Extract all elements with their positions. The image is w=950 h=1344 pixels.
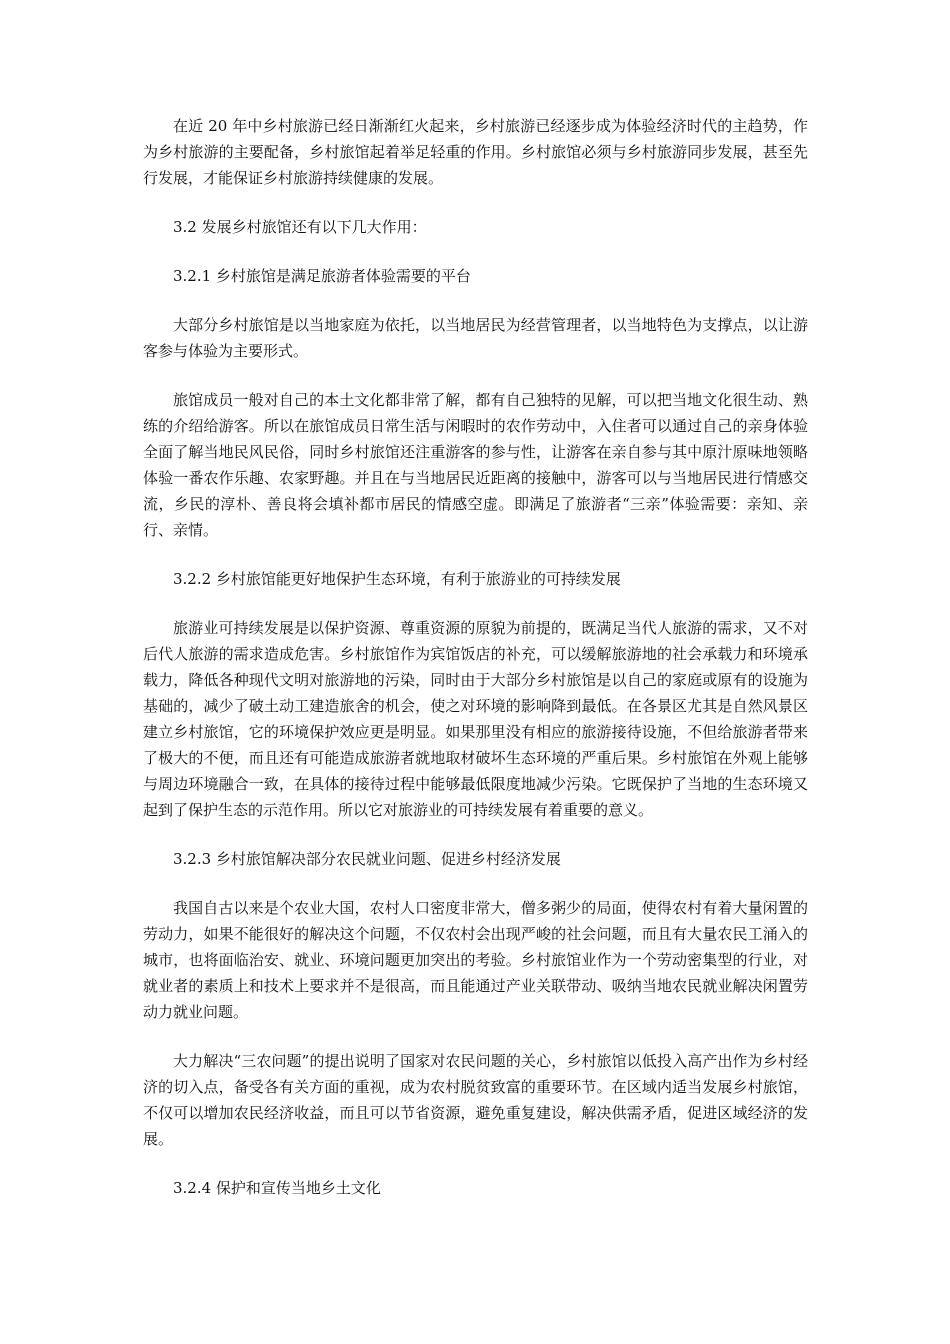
section-heading-3-2: 3.2 发展乡村旅馆还有以下几大作用： (173, 218, 427, 236)
section-heading-3-2-3: 3.2.3 乡村旅馆解决部分农民就业问题、促进乡村经济发展 (173, 850, 561, 868)
section-heading-3-2-1: 3.2.1 乡村旅馆是满足旅游者体验需要的平台 (173, 267, 471, 285)
paragraph-3-2-1-b: 旅馆成员一般对自己的本土文化都非常了解，都有自己独特的见解，可以把当地文化很生动、熟练的介绍给游客。所以在旅馆成员日常生活与闲暇时的农作劳动中，入住者可以通过自己的亲身体验全面了解当地民风民俗，同时乡村旅馆还注重游客的参与性，让游客在亲自参与其中原汁原味地领略体验一番农作乐趣、农家野趣。并且在与当地居民近距离的接触中，游客可以与当地居民进行情感交流，乡民的淳朴、善良将会填补都市居民的情感空虚。即满足了旅游者“三亲”体验需要：亲知、亲行、亲情。 (143, 391, 808, 539)
paragraph-3-2-3-a: 我国自古以来是个农业大国，农村人口密度非常大，僧多粥少的局面，使得农村有着大量闲置的劳动力，如果不能很好的解决这个问题，不仅农村会出现严峻的社会问题，而且有大量农民工涌入的城市，也将面临治安、就业、环境问题更加突出的考验。乡村旅馆业作为一个劳动密集型的行业，对就业者的素质上和技术上要求并不是很高，而且能通过产业关联带动、吸纳当地农民就业解决闲置劳动力就业问题。 (143, 899, 808, 1021)
document-body (143, 113, 808, 1224)
paragraph-3-2-2: 旅游业可持续发展是以保护资源、尊重资源的原貌为前提的，既满足当代人旅游的需求，又不对后代人旅游的需求造成危害。乡村旅馆作为宾馆饭店的补充，可以缓解旅游地的社会承载力和环境承载力，降低各种现代文明对旅游地的污染，同时由于大部分乡村旅馆是以自己的家庭或原有的设施为基础的，减少了破土动工建造旅舍的机会，使之对环境的影响降到最低。在各景区尤其是自然风景区建立乡村旅馆，它的环境保护效应更是明显。如果那里没有相应的旅游接待设施，不但给旅游者带来了极大的不便，而且还有可能造成旅游者就地取材破坏生态环境的严重后果。乡村旅馆在外观上能够与周边环境融合一致，在具体的接待过程中能够最低限度地减少污染。它既保护了当地的生态环境又起到了保护生态的示范作用。所以它对旅游业的可持续发展有着重要的意义。 (143, 619, 808, 819)
paragraph-3-2-3-b: 大力解决“三农问题”的提出说明了国家对农民问题的关心，乡村旅馆以低投入高产出作为乡村经济的切入点，备受各有关方面的重视，成为农村脱贫致富的重要环节。在区域内适当发展乡村旅馆，不仅可以增加农民经济收益，而且可以节省资源，避免重复建设，解决供需矛盾，促进区域经济的发展。 (143, 1052, 808, 1148)
intro-paragraph: 在近 20 年中乡村旅游已经日渐渐红火起来，乡村旅游已经逐步成为体验经济时代的主趋势，作为乡村旅游的主要配备，乡村旅馆起着举足轻重的作用。乡村旅馆必须与乡村旅游同步发展，甚至先行发展，才能保证乡村旅游持续健康的发展。 (143, 117, 808, 187)
paragraph-3-2-1-a: 大部分乡村旅馆是以当地家庭为依托，以当地居民为经营管理者，以当地特色为支撑点，以让游客参与体验为主要形式。 (143, 316, 808, 360)
section-heading-3-2-2: 3.2.2 乡村旅馆能更好地保护生态环境，有利于旅游业的可持续发展 (173, 570, 621, 588)
section-heading-3-2-4: 3.2.4 保护和宣传当地乡土文化 (173, 1179, 381, 1197)
